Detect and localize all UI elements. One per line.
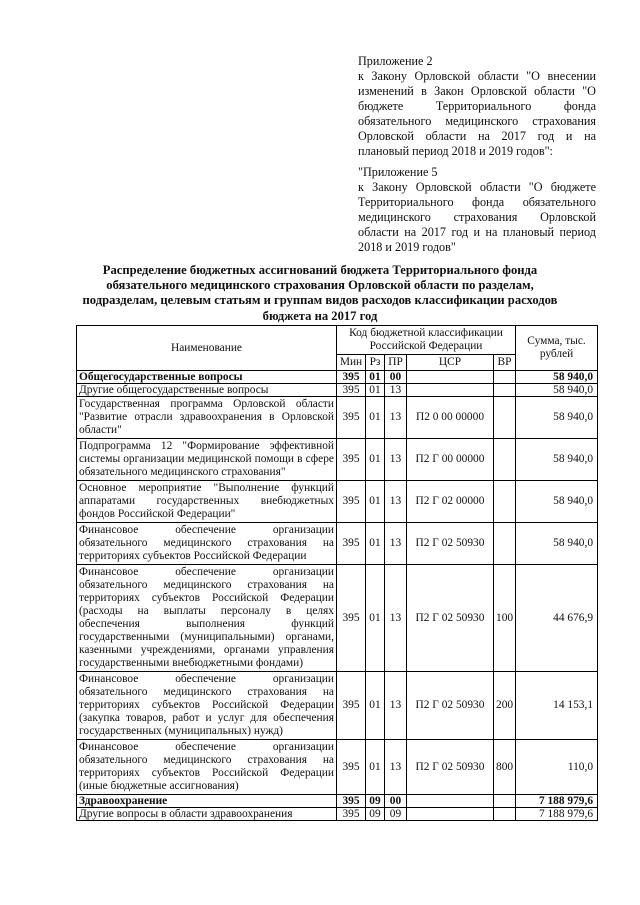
table-row — [77, 672, 598, 740]
header-rz: Рз — [366, 355, 385, 371]
row-rz: 01 — [366, 740, 385, 795]
row-csr: П2 Г 02 00000 — [407, 481, 494, 523]
table-row — [77, 397, 598, 439]
row-vr: 200 — [494, 672, 516, 740]
row-min: 395 — [337, 523, 366, 565]
row-sum: 58 940,0 — [516, 371, 598, 384]
row-rz: 01 — [366, 481, 385, 523]
row-rz: 09 — [366, 795, 385, 808]
row-csr: П2 Г 02 50930 — [407, 672, 494, 740]
budget-table — [76, 325, 598, 821]
row-name: Финансовое обеспечение организации обязательного медицинского страхования на территориях субъектов Российской Федерации — [77, 523, 337, 565]
row-name: Финансовое обеспечение организации обязательного медицинского страхования на территориях субъектов Российской Федерации (закупка товаров, работ и услуг для обеспечения государственных (муниципальных) нужд) — [77, 672, 337, 740]
row-name: Общегосударственные вопросы — [77, 371, 337, 384]
row-sum: 58 940,0 — [516, 397, 598, 439]
table-row — [77, 481, 598, 523]
row-csr — [407, 371, 494, 384]
table-row — [77, 384, 598, 397]
row-vr — [494, 808, 516, 821]
header-vr: ВР — [494, 355, 516, 371]
row-pr: 13 — [385, 397, 407, 439]
row-csr: П2 Г 02 50930 — [407, 523, 494, 565]
row-pr: 13 — [385, 384, 407, 397]
row-vr — [494, 384, 516, 397]
row-rz: 01 — [366, 439, 385, 481]
row-min: 395 — [337, 384, 366, 397]
row-sum: 14 153,1 — [516, 672, 598, 740]
appendix-5-text: к Закону Орловской области "О бюджете Территориального фонда обязательного медицинского страхования Орловской области на 2017 год и на плановый период 2018 и 2019 годов" — [358, 180, 596, 254]
row-csr: П2 0 00 00000 — [407, 397, 494, 439]
row-name: Другие общегосударственные вопросы — [77, 384, 337, 397]
header-csr: ЦСР — [407, 355, 494, 371]
row-name: Финансовое обеспечение организации обязательного медицинского страхования на территориях субъектов Российской Федерации (расходы на выплаты персоналу в целях обеспечения выполнения функций государственными (муниципальными) органами, казенными учреждениями, органами управления государственными внебюджетными фондами) — [77, 565, 337, 672]
row-csr — [407, 795, 494, 808]
row-pr: 00 — [385, 795, 407, 808]
row-vr: 800 — [494, 740, 516, 795]
row-pr: 13 — [385, 740, 407, 795]
row-pr: 13 — [385, 672, 407, 740]
document-title: Распределение бюджетных ассигнований бюджета Территориального фонда обязательного медицинского страхования Орловской области по разделам, подразделам, целевым статьям и группам видов расходов классификации расходов бюджета на 2017 год — [82, 263, 558, 323]
row-sum: 110,0 — [516, 740, 598, 795]
table-header — [77, 326, 598, 371]
row-min: 395 — [337, 808, 366, 821]
row-pr: 00 — [385, 371, 407, 384]
row-rz: 01 — [366, 523, 385, 565]
header-name: Наименование — [77, 326, 337, 371]
row-csr: П2 Г 02 50930 — [407, 740, 494, 795]
row-sum: 58 940,0 — [516, 481, 598, 523]
row-min: 395 — [337, 481, 366, 523]
appendix-5-block — [358, 165, 596, 255]
row-sum: 58 940,0 — [516, 384, 598, 397]
row-min: 395 — [337, 565, 366, 672]
row-vr — [494, 523, 516, 565]
row-sum: 7 188 979,6 — [516, 808, 598, 821]
row-min: 395 — [337, 672, 366, 740]
row-min: 395 — [337, 397, 366, 439]
row-csr: П2 Г 00 00000 — [407, 439, 494, 481]
row-pr: 09 — [385, 808, 407, 821]
appendix-2-title: Приложение 2 — [358, 54, 433, 68]
row-name: Здравоохранение — [77, 795, 337, 808]
row-vr — [494, 795, 516, 808]
row-sum: 58 940,0 — [516, 439, 598, 481]
row-pr: 13 — [385, 565, 407, 672]
row-min: 395 — [337, 439, 366, 481]
header-pr: ПР — [385, 355, 407, 371]
row-pr: 13 — [385, 439, 407, 481]
row-csr — [407, 384, 494, 397]
row-rz: 01 — [366, 384, 385, 397]
row-csr — [407, 808, 494, 821]
row-min: 395 — [337, 740, 366, 795]
row-pr: 13 — [385, 523, 407, 565]
row-sum: 7 188 979,6 — [516, 795, 598, 808]
table-row — [77, 439, 598, 481]
row-vr — [494, 397, 516, 439]
row-csr: П2 Г 02 50930 — [407, 565, 494, 672]
row-name: Финансовое обеспечение организации обязательного медицинского страхования на территориях субъектов Российской Федерации (иные бюджетные ассигнования) — [77, 740, 337, 795]
header-sum: Сумма, тыс. рублей — [516, 326, 598, 371]
table-row — [77, 795, 598, 808]
row-rz: 01 — [366, 672, 385, 740]
table-row — [77, 808, 598, 821]
header-min: Мин — [337, 355, 366, 371]
table-body — [77, 371, 598, 821]
row-min: 395 — [337, 795, 366, 808]
appendix-2-text: к Закону Орловской области "О внесении изменений в Закон Орловской области "О бюджете Территориального фонда обязательного медицинского страхования Орловской области на 2017 год и на плановый период 2018 и 2019 годов": — [358, 69, 596, 158]
appendix-2-block — [358, 54, 596, 159]
table-row — [77, 523, 598, 565]
row-name: Другие вопросы в области здравоохранения — [77, 808, 337, 821]
row-min: 395 — [337, 371, 366, 384]
row-rz: 01 — [366, 565, 385, 672]
row-vr — [494, 439, 516, 481]
row-rz: 09 — [366, 808, 385, 821]
row-pr: 13 — [385, 481, 407, 523]
row-name: Основное мероприятие "Выполнение функций аппаратами государственных внебюджетных фондов Российской Федерации" — [77, 481, 337, 523]
row-vr — [494, 481, 516, 523]
row-rz: 01 — [366, 371, 385, 384]
table-row — [77, 371, 598, 384]
row-vr: 100 — [494, 565, 516, 672]
row-rz: 01 — [366, 397, 385, 439]
row-sum: 44 676,9 — [516, 565, 598, 672]
table-row — [77, 740, 598, 795]
row-sum: 58 940,0 — [516, 523, 598, 565]
row-name: Государственная программа Орловской области "Развитие отрасли здравоохранения в Орловской области" — [77, 397, 337, 439]
header-code-group: Код бюджетной классификации Российской Федерации — [337, 326, 516, 355]
appendix-5-title: "Приложение 5 — [358, 165, 438, 179]
table-row — [77, 565, 598, 672]
row-name: Подпрограмма 12 "Формирование эффективной системы организации медицинской помощи в сфере обязательного медицинского страхования" — [77, 439, 337, 481]
row-vr — [494, 371, 516, 384]
